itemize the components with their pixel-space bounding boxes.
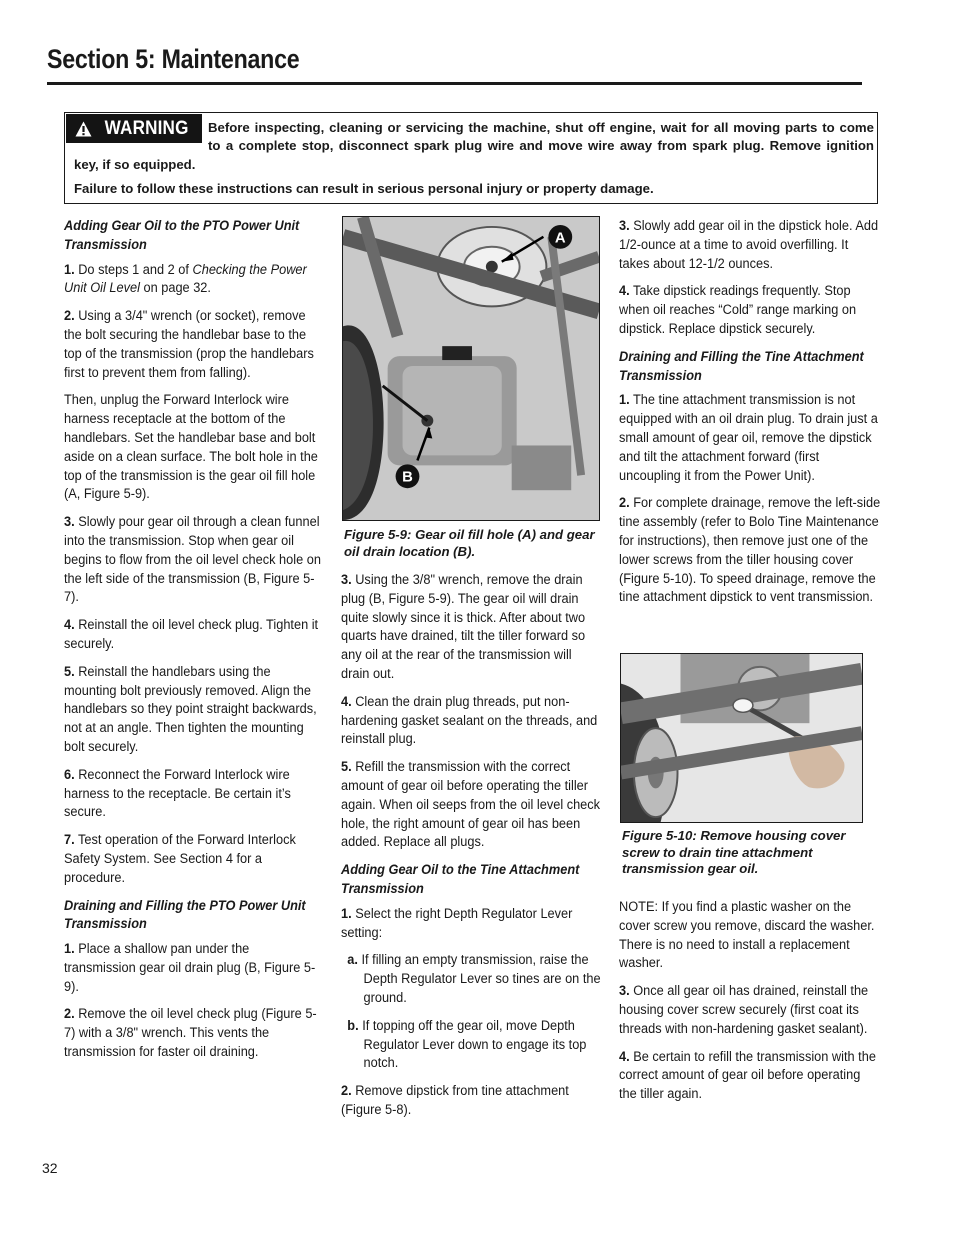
step-paragraph — [619, 282, 881, 338]
step-text: Reinstall the oil level check plug. Tighten it securely. — [64, 617, 319, 652]
warning-badge — [66, 114, 202, 143]
step-number: 5. — [64, 663, 75, 680]
step-text: For complete drainage, remove the left-side tine assembly (refer to Bolo Tine Maintenance for instructions), then remove just one of the lower screws from the tiller housing cover (Figure 5-10). To speed drainage, remove the tine attachment dipstick to vent transmission. — [619, 495, 881, 606]
step-text: Remove dipstick from tine attachment (Figure 5-8). — [341, 1083, 569, 1118]
warning-consequence: Failure to follow these instructions can result in serious personal injury or property damage. — [74, 181, 654, 196]
warning-triangle-icon — [75, 121, 92, 137]
step-number: 4. — [341, 693, 352, 710]
step-number: 2. — [64, 308, 75, 325]
step-text: Reinstall the handlebars using the mounting bolt previously removed. Align the handlebars so they point straight backwards, not at an angle. Then tighten the mounting bolt securely. — [64, 663, 317, 755]
section-heading-adding-pto: Adding Gear Oil to the PTO Power Unit Transmission — [64, 218, 300, 253]
callout-label-b: B — [402, 469, 413, 486]
step-text: Once all gear oil has drained, reinstall the housing cover screw securely (first coat its threads with non-hardening gasket sealant). — [619, 983, 869, 1037]
step-paragraph — [64, 261, 322, 299]
step-paragraph — [619, 494, 881, 607]
step-text: Slowly pour gear oil through a clean funnel into the transmission. Stop when gear oil begins to flow from the oil level check hole on the left side of the transmission (B, Figure 5-7). — [64, 514, 321, 606]
step-number: 3. — [619, 218, 630, 234]
step-paragraph — [619, 982, 881, 1038]
step-paragraph — [341, 905, 601, 943]
section-heading-draining-tine: Draining and Filling the Tine Attachment Transmission — [619, 348, 864, 384]
step-number: 1. — [64, 261, 75, 278]
warning-box — [64, 112, 878, 204]
step-number: 2. — [619, 495, 630, 512]
step-paragraph — [619, 217, 881, 273]
step-paragraph — [64, 940, 322, 996]
figure-5-10-photo — [620, 653, 863, 823]
sub-step-letter: a. — [347, 952, 358, 969]
step-text: Be certain to refill the transmission with the correct amount of gear oil before operating the tiller again. — [619, 1048, 876, 1103]
step-number: 2. — [341, 1083, 352, 1100]
step-paragraph — [341, 758, 601, 852]
step-paragraph — [619, 391, 881, 485]
warning-label: WARNING — [104, 117, 189, 139]
step-number: 4. — [619, 1048, 630, 1065]
step-paragraph — [341, 571, 601, 684]
page-title: Section 5: Maintenance — [47, 44, 300, 74]
sub-step-text: If topping off the gear oil, move Depth Regulator Lever down to engage its top notch. — [358, 1017, 587, 1072]
step-text: Refill the transmission with the correct amount of gear oil before operating the tiller again. When oil seeps from the oil level check hole, the right amount of gear oil has been added. Replace all plugs. — [341, 759, 601, 851]
section-heading-draining-pto: Draining and Filling the PTO Power Unit Transmission — [64, 897, 306, 933]
page-number: 32 — [42, 1160, 58, 1176]
step-text: Do steps 1 and 2 of — [74, 261, 193, 278]
figure-5-9-photo — [342, 216, 600, 521]
step-number: 6. — [64, 766, 75, 783]
step-number: 4. — [619, 283, 630, 300]
middle-column — [341, 571, 601, 1129]
step-text: on page 32. — [139, 280, 211, 297]
step-paragraph — [64, 663, 322, 757]
step-text: Test operation of the Forward Interlock Safety System. See Section 4 for a procedure. — [64, 832, 296, 886]
step-text: Slowly add gear oil in the dipstick hole. Add 1/2-ounce at a time to avoid overfilling. It takes about 12-1/2 ounces. — [619, 218, 879, 272]
sub-step-text: If filling an empty transmission, raise the Depth Regulator Lever so tines are on the ground. — [357, 952, 601, 1006]
callout-label-a: A — [554, 230, 566, 247]
section-heading-adding-tine: Adding Gear Oil to the Tine Attachment Transmission — [341, 862, 580, 897]
step-text: The tine attachment transmission is not equipped with an oil drain plug. To drain just a small amount of gear oil, remove the dipstick and tilt the attachment forward (first uncoupling it from the Power Unit). — [619, 392, 878, 484]
step-number: 2. — [64, 1006, 75, 1023]
step-paragraph — [64, 513, 322, 607]
warning-text-line: key, if so equipped. — [74, 157, 196, 172]
step-text: Clean the drain plug threads, put non-hardening gasket sealant on the threads, and reinstall plug. — [341, 693, 598, 748]
step-text: Remove the oil level check plug (Figure 5-7) with a 3/8" wrench. This vents the transmission for faster oil draining. — [64, 1006, 317, 1061]
step-number: 4. — [64, 617, 75, 634]
right-column — [619, 217, 881, 616]
note-paragraph: NOTE: If you find a plastic washer on the cover screw you remove, discard the washer. There is no need to install a replacement washer. — [619, 899, 875, 972]
step-number: 1. — [619, 392, 630, 409]
cross-reference: Checking the Power Unit Oil Level — [64, 261, 307, 297]
step-paragraph — [64, 307, 322, 382]
step-paragraph — [619, 1048, 881, 1104]
figure-5-10-caption: Figure 5-10: Remove housing cover screw to drain tine attachment transmission gear oil. — [622, 828, 846, 876]
step-paragraph — [341, 693, 601, 749]
figure-5-9-caption: Figure 5-9: Gear oil fill hole (A) and gear oil drain location (B). — [344, 527, 595, 559]
body-paragraph: Then, unplug the Forward Interlock wire harness receptacle at the bottom of the handlebars. Set the handlebar base and bolt aside on a clean surface. The bolt hole in the top of the transmission is the gear oil fill hole (A, Figure 5-9). — [64, 392, 318, 503]
sub-step-paragraph — [341, 951, 601, 1007]
step-text: Place a shallow pan under the transmission gear oil drain plug (B, Figure 5-9). — [64, 941, 316, 995]
title-rule — [47, 82, 862, 85]
step-number: 3. — [341, 572, 352, 588]
warning-text-line: Before inspecting, cleaning or servicing the machine, shut off engine, wait for all moving parts to come — [208, 120, 874, 135]
step-number: 1. — [64, 941, 75, 958]
step-number: 1. — [341, 905, 352, 922]
step-text: Take dipstick readings frequently. Stop when oil reaches “Cold” range marking on dipstick. Replace dipstick securely. — [619, 283, 857, 337]
step-number: 5. — [341, 759, 352, 776]
step-text: Select the right Depth Regulator Lever setting: — [341, 905, 573, 941]
step-text: Using a 3/4" wrench (or socket), remove the bolt securing the handlebar base to the top of the transmission (prop the handlebars first to prevent them from falling). — [64, 308, 314, 381]
step-number: 7. — [64, 832, 75, 849]
step-paragraph — [64, 766, 322, 822]
step-number: 3. — [619, 983, 630, 1000]
transmission-illustration — [343, 217, 599, 520]
step-text: Reconnect the Forward Interlock wire harness to the receptacle. Be certain it’s secure. — [64, 766, 291, 821]
sub-step-letter: b. — [347, 1017, 359, 1034]
sub-step-paragraph — [341, 1017, 601, 1073]
warning-text-line: to a complete stop, disconnect spark plug wire and move wire away from spark plug. Remove ignition — [208, 138, 874, 153]
step-number: 3. — [64, 514, 75, 531]
step-paragraph — [64, 831, 322, 887]
step-paragraph — [64, 1005, 322, 1061]
step-paragraph — [64, 616, 322, 654]
step-paragraph — [341, 1082, 601, 1120]
left-column — [64, 217, 322, 1071]
housing-cover-illustration — [621, 654, 862, 822]
right-column-lower — [619, 898, 881, 1113]
step-text: Using the 3/8" wrench, remove the drain plug (B, Figure 5-9). The gear oil will drain quite slowly since it is thick. After about two quarts have drained, tilt the tiller forward so any oil at the rear of the transmission will drain out. — [341, 572, 586, 682]
